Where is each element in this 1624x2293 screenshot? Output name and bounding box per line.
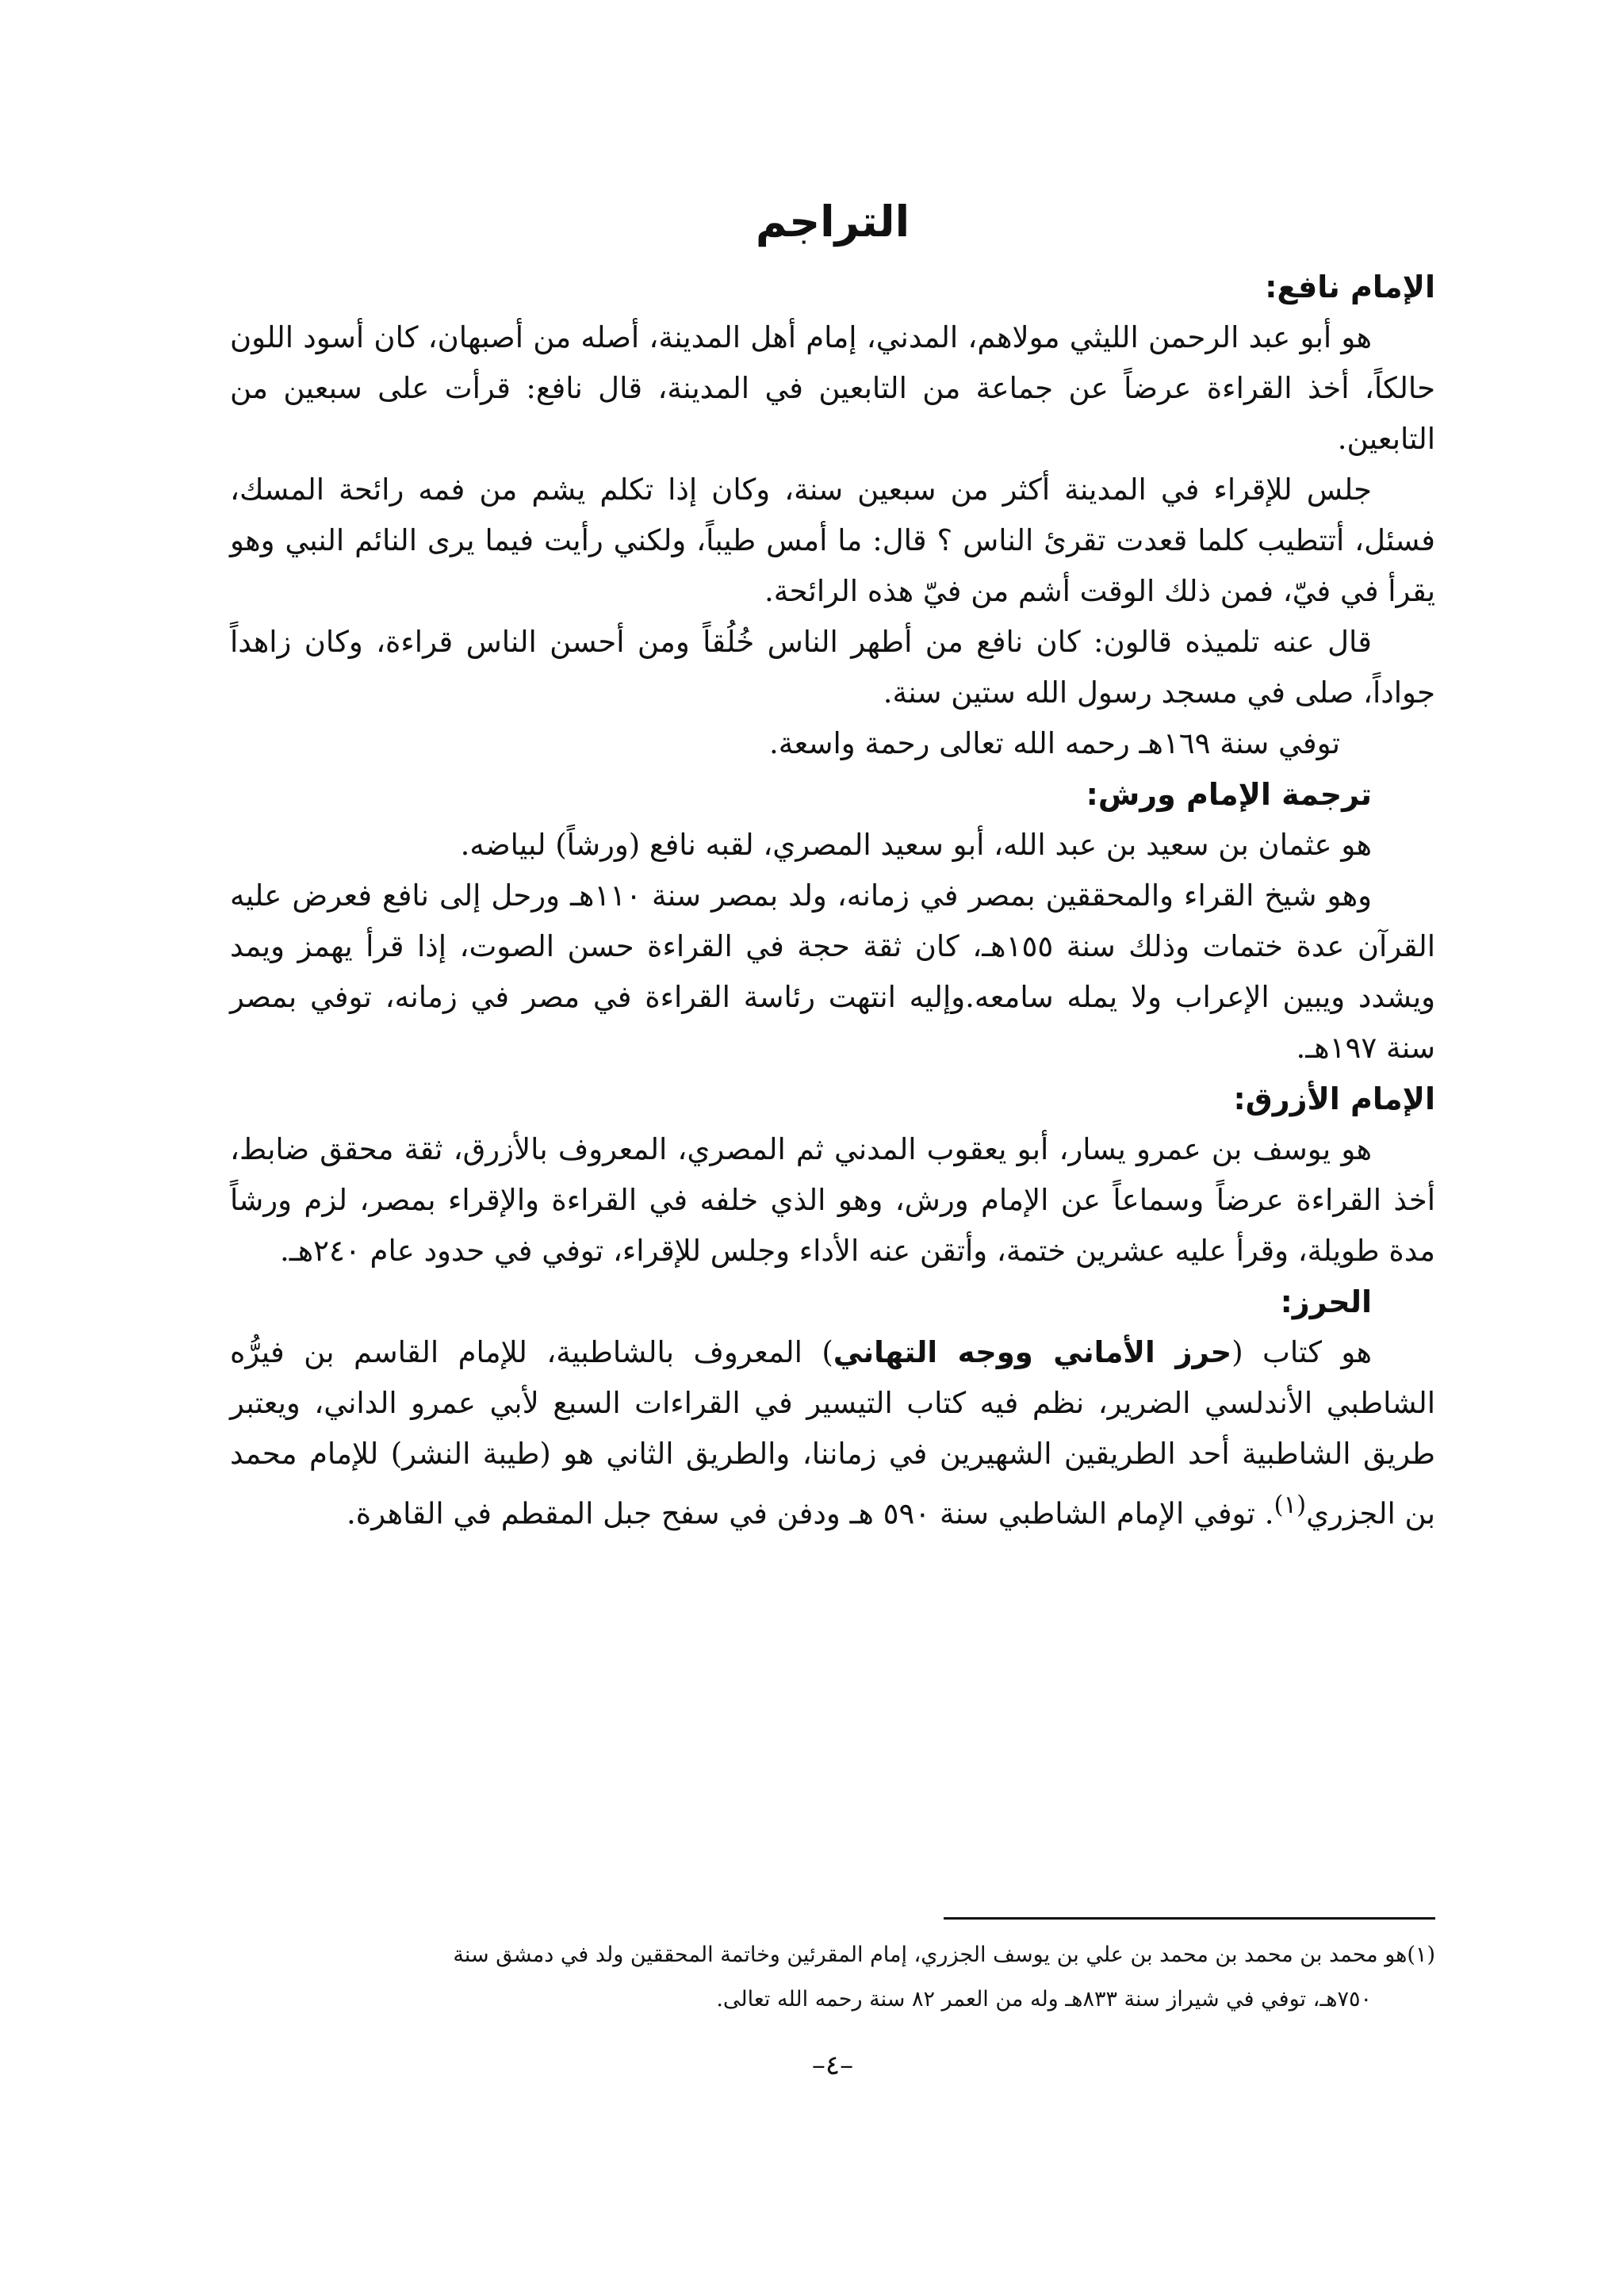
nafi-paragraph-4: توفي سنة ١٦٩هـ رحمه الله تعالى رحمة واسعة. [769,726,1340,760]
page-title: التراجم [755,197,910,247]
nafi-paragraph-2: جلس للإقراء في المدينة أكثر من سبعين سنة، وكان إذا تكلم يشم من فمه رائحة المسك، فسئل، أتتطيب كلما قعدت تقرئ الناس ؟ قال: ما أمس طيباً، ولكني رأيت فيما يرى النائم النبي وهو يقرأ في فيّ، فمن ذلك الوقت أشم من فيّ هذه الرائحة. [230,473,1435,608]
page-number: –٤– [811,2050,854,2081]
warsh-paragraph-1: هو عثمان بن سعيد بن عبد الله، أبو سعيد المصري، لقبه نافع (ورشاً) لبياضه. [460,828,1372,862]
footnote-line-2: ٧٥٠هـ، توفي في شيراز سنة ٨٣٣هـ وله من العمر ٨٢ سنة رحمه الله تعالى. [716,1987,1372,2012]
footnote-reference: (١) [1274,1491,1307,1519]
heading-azraq: الإمام الأزرق: [1233,1081,1435,1116]
footnote-divider [944,1917,1435,1920]
footnote-line-1: (١)هو محمد بن محمد بن محمد بن علي بن يوسف الجزري، إمام المقرئين وخاتمة المحققين ولد في دمشق سنة [453,1943,1435,1967]
nafi-paragraph-3: قال عنه تلميذه قالون: كان نافع من أطهر الناس خُلُقاً ومن أحسن الناس قراءة، وكان زاهداً جواداً، صلى في مسجد رسول الله ستين سنة. [230,625,1435,710]
hirz-book-title: حرز الأماني ووجه التهاني [833,1335,1232,1369]
hirz-text-end: . توفي الإمام الشاطبي سنة ٥٩٠ هـ ودفن في سفح جبل المقطم في القاهرة. [347,1496,1274,1531]
azraq-paragraph-1: هو يوسف بن عمرو يسار، أبو يعقوب المدني ثم المصري، المعروف بالأزرق، ثقة محقق ضابط، أخذ القراءة عرضاً وسماعاً عن الإمام ورش، وهو الذي خلفه في القراءة والإقراء بمصر، لزم ورشاً مدة طويلة، وقرأ عليه عشرين ختمة، وأتقن عنه الأداء وجلس للإقراء، توفي في حدود عام ٢٤٠هـ. [230,1132,1435,1268]
heading-nafi: الإمام نافع: [1265,270,1435,304]
footnote [230,1933,1435,2022]
nafi-paragraph-1: هو أبو عبد الرحمن الليثي مولاهم، المدني، إمام أهل المدينة، أصله من أصبهان، كان أسود اللون حالكاً، أخذ القراءة عرضاً عن جماعة من التابعين في المدينة، قال نافع: قرأت على سبعين من التابعين. [230,320,1435,456]
main-text [230,262,1435,1539]
warsh-paragraph-2: وهو شيخ القراء والمحققين بمصر في زمانه، ولد بمصر سنة ١١٠هـ ورحل إلى نافع فعرض عليه القرآن عدة ختمات وذلك سنة ١٥٥هـ، كان ثقة حجة في القراءة حسن الصوت، إذا قرأ يهمز ويمد ويشدد ويبين الإعراب ولا يمله سامعه.وإليه انتهت رئاسة القراءة في مصر في زمانه، توفي بمصر سنة ١٩٧هـ. [230,879,1435,1065]
heading-hirz: الحرز: [1280,1284,1372,1319]
hirz-paragraph-1 [230,1327,1435,1539]
hirz-text-after: ) المعروف بالشاطبية، للإمام القاسم بن فيرُّه الشاطبي الأندلسي الضرير، نظم فيه كتاب التيسير في القراءات السبع لأبي عمرو الداني، ويعتبر طريق الشاطبية أحد الطريقين الشهيرين في زماننا، والطريق الثاني هو (طيبة النشر) للإمام محمد بن الجزري [230,1335,1435,1531]
hirz-text-before: هو كتاب ( [1231,1335,1372,1369]
document-page [230,0,1435,2293]
heading-warsh: ترجمة الإمام ورش: [1086,777,1372,812]
